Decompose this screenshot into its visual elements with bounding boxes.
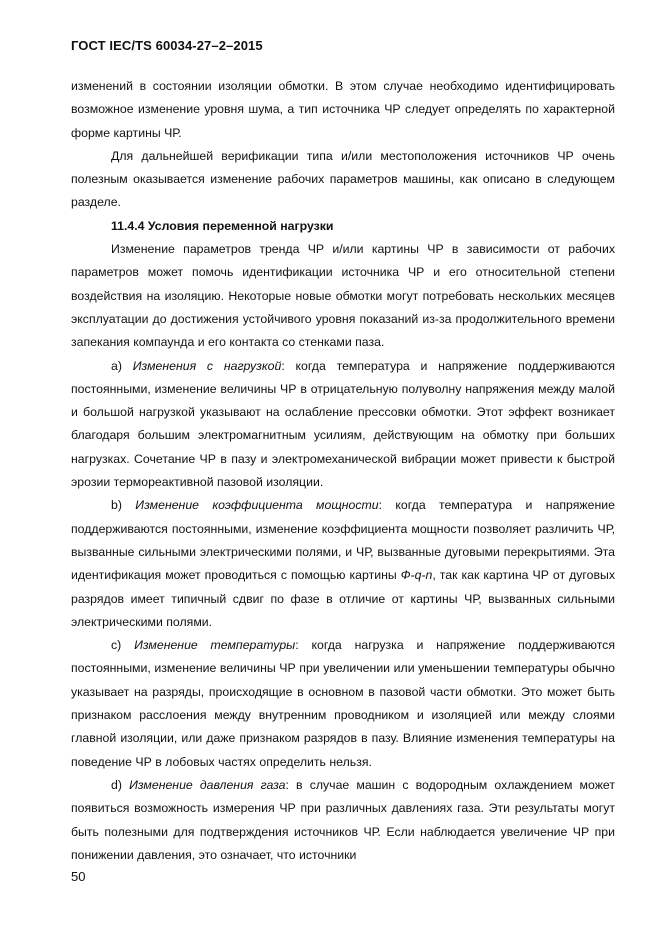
list-item-c xyxy=(71,634,615,774)
paragraph-verification: Для дальнейшей верификации типа и/или местоположения источников ЧР очень полезным оказывается изменение рабочих параметров машины, как описано в следующем разделе. xyxy=(71,148,615,210)
phi-q-n-term: Ф-q-n xyxy=(400,568,433,583)
list-item-b-title: Изменение коэффициента мощности xyxy=(135,498,379,513)
list-item-c-text: : когда нагрузка и напряжение поддерживаются постоянными, изменение величины ЧР при увеличении или уменьшении температуры обычно указывает на разряды, происходящие в основном в пазовой части обмотки. Это может быть признаком расслоения между внутренним проводником и изоляцией или между слоями главной изоляции, или даже признаком разрядов в пазу. Влияние изменения температуры на поведение ЧР в лобовых частях определить нельзя. xyxy=(71,638,615,769)
list-marker-a: a) xyxy=(111,358,122,373)
list-marker-b: b) xyxy=(111,498,122,513)
list-item-a-text: : когда температура и напряжение поддерживаются постоянными, изменение величины ЧР в отрицательную полуволну напряжения между малой и большой нагрузкой указывают на ослабление прессовки обмотки. Этот эффект возникает благодаря большим электромагнитным усилиям, действующим на обмотку при больших нагрузках. Сочетание ЧР в пазу и электромеханической вибрации может привести к быстрой эрозии термореактивной пазовой изоляции. xyxy=(71,358,616,490)
list-item-a xyxy=(71,355,615,495)
list-item-c-title: Изменение температуры xyxy=(134,638,296,653)
list-marker-d: d) xyxy=(111,777,122,792)
section-heading: 11.4.4 Условия переменной нагрузки xyxy=(111,218,334,233)
list-item-b xyxy=(71,494,615,634)
list-item-b-text-2: , так как картина ЧР от дуговых разрядов имеет типичный сдвиг по фазе в отличие от картины ЧР, вызванных сильными электрическими полями. xyxy=(71,568,616,629)
list-item-a-title: Изменения с нагрузкой xyxy=(132,358,282,373)
list-item-d xyxy=(71,774,615,867)
paragraph-continuation: изменений в состоянии изоляции обмотки. В этом случае необходимо идентифицировать возможное изменение уровня шума, а тип источника ЧР следует определять по характерной форме картины ЧР. xyxy=(71,79,615,140)
paragraph-trend: Изменение параметров тренда ЧР и/или картины ЧР в зависимости от рабочих параметров может помочь идентификации источника ЧР и его относительной степени воздействия на изоляцию. Некоторые новые обмотки могут потребовать нескольких месяцев эксплуатации до достижения устойчивого уровня показаний из-за продолжительного времени запекания компаунда и его контакта со стенками паза. xyxy=(71,242,615,350)
document-body xyxy=(71,75,615,867)
document-header: ГОСТ IEC/TS 60034-27–2–2015 xyxy=(71,38,263,53)
list-item-d-title: Изменение давления газа xyxy=(129,777,286,792)
page-number: 50 xyxy=(71,869,86,884)
list-item-d-text: : в случае машин с водородным охлаждением может появиться возможность измерения ЧР при различных давлениях газа. Эти результаты могут быть полезными для подтверждения источников ЧР. Если наблюдается увеличение ЧР при понижении давления, это означает, что источники xyxy=(71,777,615,862)
list-item-b-text-1: : когда температура и напряжение поддерживаются постоянными, изменение коэффициента мощности позволяет различить ЧР, вызванные сильными электрическими полями, и ЧР, вызванные дуговыми перекрытиями. Эта идентификация может проводиться с помощью картины xyxy=(71,498,615,583)
list-marker-c: c) xyxy=(111,638,122,653)
